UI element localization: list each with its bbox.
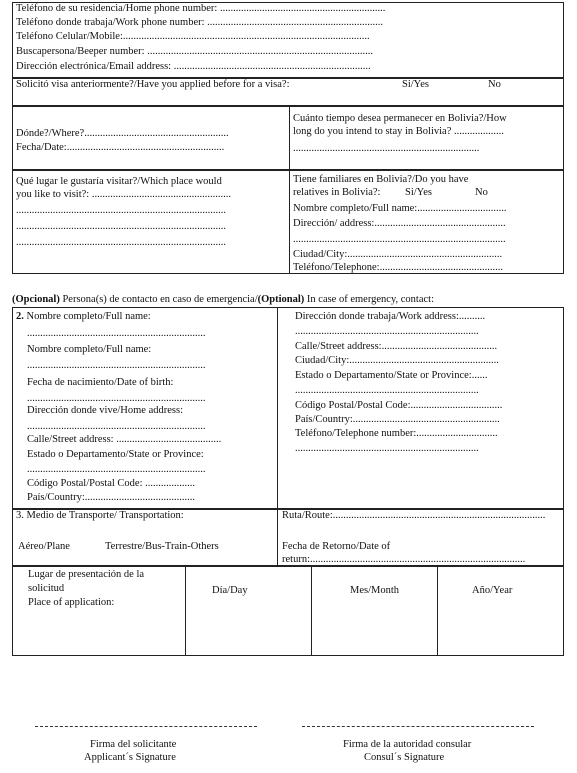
relative-name-field[interactable]: Nombre completo/Full name:..................................	[293, 203, 507, 214]
relatives-question-line2: relatives in Bolivia?:	[293, 187, 381, 198]
dots-line[interactable]: ....................................................................	[27, 421, 206, 432]
applicant-signature-label-en: Applicant´s Signature	[84, 752, 176, 763]
work-country-field[interactable]: País/Country:........................................................	[295, 414, 500, 425]
month-column[interactable]: Mes/Month	[350, 585, 400, 596]
bus-option[interactable]: Terrestre/Bus-Train-Others	[105, 541, 219, 552]
email-field[interactable]: Dirección electrónica/Email address: ...........................................................................	[16, 61, 371, 72]
street-field[interactable]: Calle/Street address: ........................................	[27, 434, 222, 445]
stay-question-line1: Cuánto tiempo desea permanecer en Bolivia?/How	[293, 113, 507, 124]
return-field[interactable]: return:..................................................................................	[282, 554, 526, 565]
work-address-field[interactable]: Dirección donde trabaja/Work address:..........	[295, 311, 486, 322]
relative-city-field[interactable]: Ciudad/City:...........................................................	[293, 249, 503, 260]
where-field[interactable]: Dónde?/Where?.......................................................	[16, 128, 229, 139]
day-column[interactable]: Día/Day	[212, 585, 248, 596]
work-phone-number-field[interactable]: Teléfono/Telephone number:...............................	[295, 428, 498, 439]
place-label-line2: solicitud	[28, 583, 65, 594]
work-postal-field[interactable]: Código Postal/Postal Code:...................................	[295, 400, 503, 411]
emergency-name-1[interactable]	[16, 311, 151, 323]
home-phone-field[interactable]: Teléfono de su residencia/Home phone number: ...............................................................	[16, 3, 386, 14]
emergency-title-en: In case of emergency, contact:	[304, 294, 435, 305]
country-field[interactable]: País/Country:..........................................	[27, 492, 196, 503]
dots-line[interactable]: ....................................................................	[27, 464, 206, 475]
work-phone-field[interactable]: Teléfono donde trabaja/Work phone number: ...................................................................	[16, 17, 384, 28]
dots-line[interactable]: ....................................................................	[27, 360, 206, 371]
consul-signature-label-es: Firma de la autoridad consular	[343, 739, 472, 750]
home-address-field[interactable]: Dirección donde vive/Home address:	[27, 405, 183, 416]
section-number: 2.	[16, 311, 24, 322]
plane-option[interactable]: Aéreo/Plane	[18, 541, 70, 552]
divider	[289, 106, 290, 170]
state-field[interactable]: Estado o Departamento/State or Province:	[27, 449, 204, 460]
divider	[289, 170, 290, 274]
divider	[311, 566, 312, 656]
emergency-heading	[12, 294, 434, 306]
route-field[interactable]: Ruta/Route:.................................................................................	[282, 510, 546, 521]
dots-line[interactable]: ....................................................................	[27, 328, 206, 339]
dob-field[interactable]: Fecha de nacimiento/Date of birth:	[27, 377, 174, 388]
emergency-optional: (Optional)	[257, 294, 305, 305]
mobile-field[interactable]: Teléfono Celular/Mobile:..............................................................................................	[16, 31, 370, 42]
visit-dots-3[interactable]: ................................................................................	[16, 237, 226, 248]
divider	[437, 566, 438, 656]
relative-address-field[interactable]: Dirección/ address:..................................................	[293, 218, 506, 229]
visit-dots-1[interactable]: ................................................................................	[16, 205, 226, 216]
stay-question-line2[interactable]: long do you intend to stay in Bolivia? ...................	[293, 126, 504, 137]
dots-line[interactable]: ....................................................................	[27, 393, 206, 404]
stay-dots[interactable]: .......................................................................	[293, 143, 480, 154]
beeper-field[interactable]: Buscapersona/Beeper number: ......................................................................................	[16, 46, 373, 57]
visa-no-option[interactable]: No	[488, 79, 501, 90]
consul-signature-line[interactable]	[302, 726, 534, 727]
work-city-field[interactable]: Ciudad/City:.........................................................	[295, 355, 499, 366]
relatives-no-option[interactable]: No	[475, 187, 488, 198]
full-name-label-1: Nombre completo/Full name:	[26, 311, 151, 322]
visit-dots-2[interactable]: ................................................................................	[16, 221, 226, 232]
dots-line[interactable]: ......................................................................	[295, 385, 479, 396]
visa-yes-option[interactable]: Si/Yes	[402, 79, 429, 90]
work-state-field[interactable]: Estado o Departamento/State or Province:......	[295, 370, 488, 381]
relative-address-dots[interactable]: .................................................................................	[293, 234, 506, 245]
applicant-signature-label-es: Firma del solicitante	[90, 739, 177, 750]
applicant-signature-line[interactable]	[35, 726, 257, 727]
emergency-opcional: (Opcional)	[12, 294, 60, 305]
work-street-field[interactable]: Calle/Street address:............................................	[295, 341, 498, 352]
divider	[277, 509, 278, 566]
return-label: Fecha de Retorno/Date of	[282, 541, 391, 552]
postal-field[interactable]: Código Postal/Postal Code: ...................	[27, 478, 196, 489]
consul-signature-label-en: Consul´s Signature	[364, 752, 445, 763]
visit-question-line2[interactable]: you like to visit?: .....................................................	[16, 189, 231, 200]
divider	[277, 307, 278, 509]
relatives-yes-option[interactable]: Si/Yes	[405, 187, 432, 198]
year-column[interactable]: Año/Year	[472, 585, 513, 596]
relatives-question-line1: Tiene familiares en Bolivia?/Do you have	[293, 174, 469, 185]
place-label-line1: Lugar de presentación de la	[28, 569, 145, 580]
transport-title: 3. Medio de Transporte/ Transportation:	[16, 510, 184, 521]
dots-line[interactable]: ......................................................................	[295, 443, 479, 454]
dots-line[interactable]: ......................................................................	[295, 326, 479, 337]
visit-question-line1: Qué lugar le gustaría visitar?/Which place would	[16, 176, 222, 187]
emergency-title-es: Persona(s) de contacto en caso de emergencia/	[59, 294, 258, 305]
divider	[185, 566, 186, 656]
date-field[interactable]: Fecha/Date:............................................................	[16, 142, 225, 153]
relative-phone-field[interactable]: Teléfono/Telephone:...............................................	[293, 262, 503, 273]
visa-question: Solicitó visa anteriormente?/Have you applied before for a visa?:	[16, 79, 290, 90]
emergency-name-2[interactable]: Nombre completo/Full name:	[27, 344, 152, 355]
place-label-line3: Place of application:	[28, 597, 115, 608]
